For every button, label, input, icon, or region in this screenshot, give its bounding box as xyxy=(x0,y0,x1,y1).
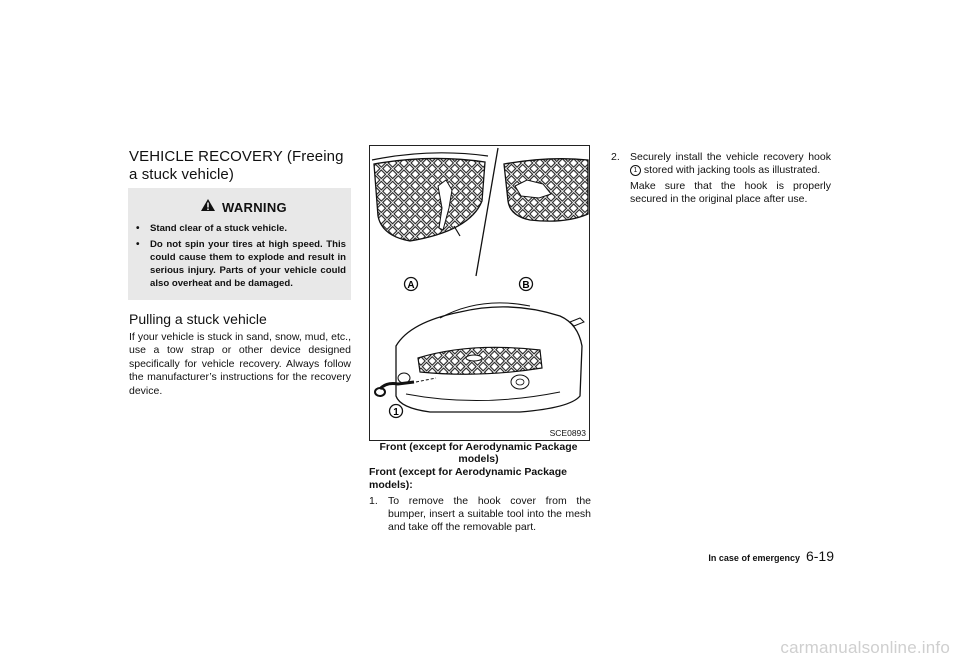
bullet-icon: • xyxy=(136,223,140,234)
page-footer xyxy=(708,548,834,564)
step-number: 2. xyxy=(611,151,620,163)
page-number: 6-19 xyxy=(805,548,834,564)
step-number: 1. xyxy=(369,495,378,507)
watermark: carmanualsonline.info xyxy=(780,638,950,657)
step-text: To remove the hook cover from the bumper, insert a suitable tool into the mesh and take off the removable part. xyxy=(388,495,591,533)
section-heading: VEHICLE RECOVERY (Freeing a stuck vehicle) xyxy=(129,148,344,183)
warning-triangle-icon xyxy=(200,198,216,217)
warning-list xyxy=(136,222,346,293)
section-label: Front (except for Aerodynamic Package models): xyxy=(369,466,568,491)
step-1 xyxy=(369,495,591,534)
step-2 xyxy=(611,151,831,207)
footer-section: In case of emergency xyxy=(708,553,800,563)
illustration-drawing xyxy=(370,146,589,440)
figure-code: SCE0893 xyxy=(549,428,586,438)
bullet-icon: • xyxy=(136,239,140,250)
warning-box xyxy=(128,188,351,300)
warning-header xyxy=(200,198,287,217)
warning-item: • Do not spin your tires at high speed. This could cause them to explode and result in serious injury. Parts of your vehicle could also overheat and be damaged. xyxy=(136,239,346,289)
figure-caption: Front (except for Aerodynamic Package models) xyxy=(379,441,578,465)
label-a-icon xyxy=(405,278,418,292)
svg-text:B: B xyxy=(522,280,530,291)
recovery-hook-illustration xyxy=(369,145,590,441)
label-b-icon xyxy=(520,278,533,292)
svg-text:A: A xyxy=(407,280,415,291)
step-text-b: stored with jacking tools as illustrated. xyxy=(643,164,821,177)
intro-paragraph: If your vehicle is stuck in sand, snow, mud, etc., use a tow strap or other device designed specifically for vehicle recovery. Always follow the manufacturer’s instructions for the recovery device. xyxy=(129,331,351,397)
step-text-a: Securely install the vehicle recovery hook xyxy=(630,151,831,163)
step-note: Make sure that the hook is properly secured in the original place after use. xyxy=(630,179,831,206)
hook-reference-1-icon xyxy=(390,405,403,419)
warning-item: • Stand clear of a stuck vehicle. xyxy=(136,223,288,234)
reference-1-icon: 1 xyxy=(630,165,641,176)
svg-text:1: 1 xyxy=(393,407,399,418)
warning-title: WARNING xyxy=(222,200,287,215)
subheading: Pulling a stuck vehicle xyxy=(129,311,267,327)
